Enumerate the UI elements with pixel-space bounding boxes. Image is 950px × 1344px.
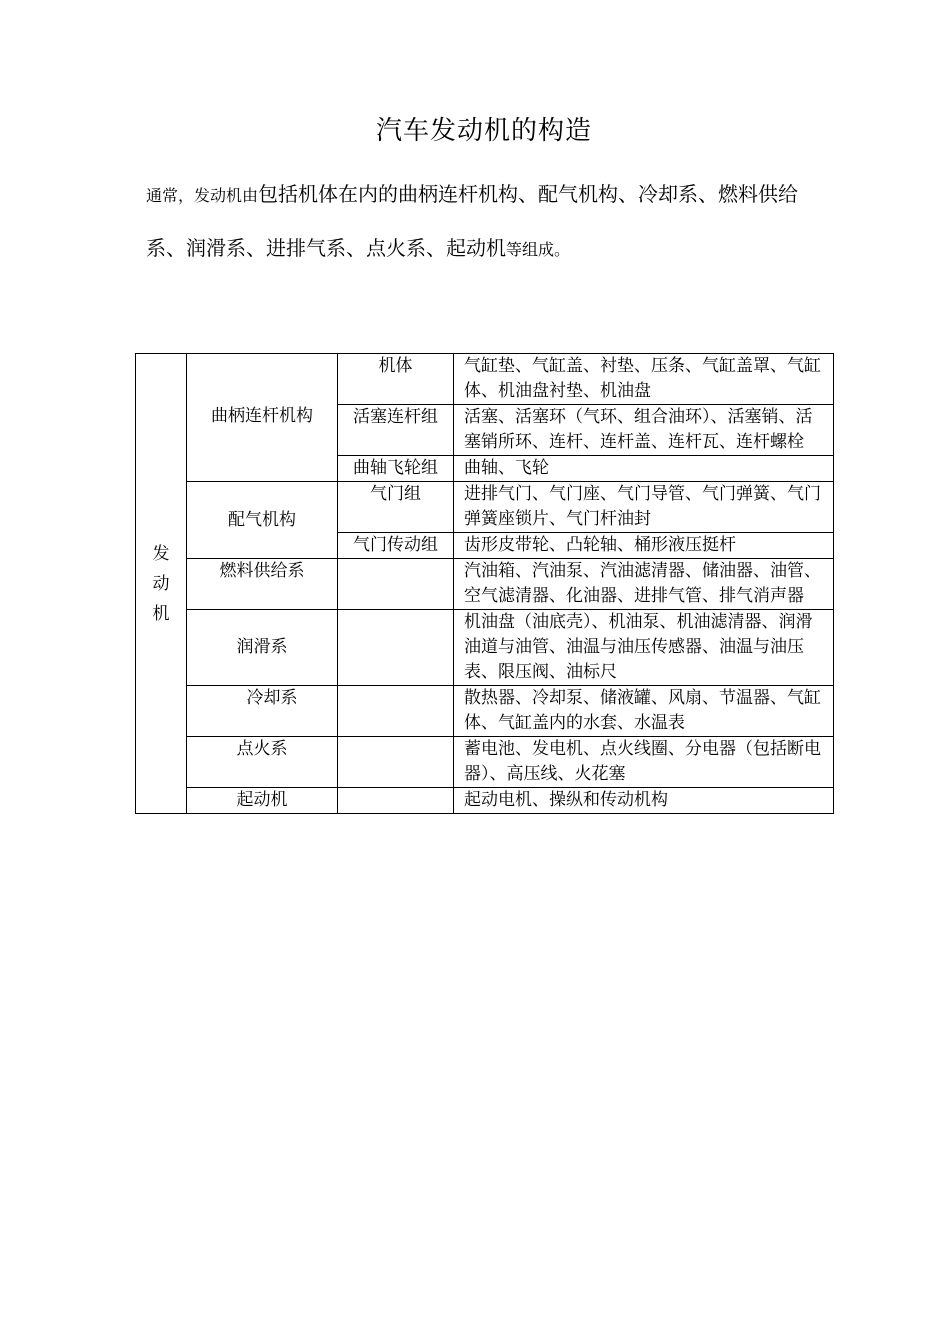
parts-cell: 汽油箱、汽油泵、汽油滤清器、储油器、油管、空气滤清器、化油器、进排气管、排气消声器 [454, 559, 834, 610]
intro-part-1: 通常，发动机由 [146, 186, 259, 205]
sub-cell: 曲轴飞轮组 [338, 456, 454, 482]
parts-cell: 曲轴、飞轮 [454, 456, 834, 482]
table-row [136, 354, 834, 405]
sub-cell-empty [338, 686, 454, 737]
sub-cell: 活塞连杆组 [338, 405, 454, 456]
sub-cell: 机体 [338, 354, 454, 405]
group-cell: 燃料供给系 [187, 559, 338, 610]
sub-cell-empty [338, 610, 454, 686]
intro-part-3: 等组成。 [506, 240, 571, 259]
group-label: 曲柄连杆机构 [211, 406, 313, 426]
parts-cell: 齿形皮带轮、凸轮轴、桶形液压挺杆 [454, 533, 834, 559]
table-row [136, 610, 834, 686]
sub-cell-empty [338, 788, 454, 814]
parts-cell: 起动电机、操纵和传动机构 [454, 788, 834, 814]
sub-cell: 气门传动组 [338, 533, 454, 559]
group-cell: 点火系 [187, 737, 338, 788]
table-row [136, 737, 834, 788]
root-label: 发动机 [152, 543, 170, 624]
group-cell: 起动机 [187, 788, 338, 814]
group-cell-valve: 配气机构 [187, 482, 338, 559]
group-cell-crank [187, 354, 338, 482]
group-cell: 润滑系 [187, 610, 338, 686]
table-row [136, 788, 834, 814]
sub-cell: 气门组 [338, 482, 454, 533]
intro-part-2: 包括机体在内的曲柄连杆机构、配气机构、冷却系、燃料供给系、润滑系、进排气系、点火系、起动机 [146, 182, 799, 260]
table-row [136, 686, 834, 737]
table-row [136, 559, 834, 610]
parts-cell: 气缸垫、气缸盖、衬垫、压条、气缸盖罩、气缸体、机油盘衬垫、机油盘 [454, 354, 834, 405]
parts-cell: 蓄电池、发电机、点火线圈、分电器（包括断电器）、高压线、火花塞 [454, 737, 834, 788]
root-cell [136, 354, 187, 814]
parts-cell: 机油盘（油底壳）、机油泵、机油滤清器、润滑油道与油管、油温与油压传感器、油温与油压表、限压阀、油标尺 [454, 610, 834, 686]
group-cell: 冷却系 [187, 686, 338, 737]
parts-cell: 散热器、冷却泵、储液罐、风扇、节温器、气缸体、气缸盖内的水套、水温表 [454, 686, 834, 737]
table-row [136, 482, 834, 533]
engine-structure-table [135, 353, 834, 814]
parts-cell: 活塞、活塞环（气环、组合油环）、活塞销、活塞销所环、连杆、连杆盖、连杆瓦、连杆螺栓 [454, 405, 834, 456]
document-title: 汽车发动机的构造 [375, 116, 592, 146]
sub-cell-empty [338, 737, 454, 788]
intro-paragraph [146, 168, 816, 276]
parts-cell: 进排气门、气门座、气门导管、气门弹簧、气门弹簧座锁片、气门杆油封 [454, 482, 834, 533]
sub-cell-empty [338, 559, 454, 610]
